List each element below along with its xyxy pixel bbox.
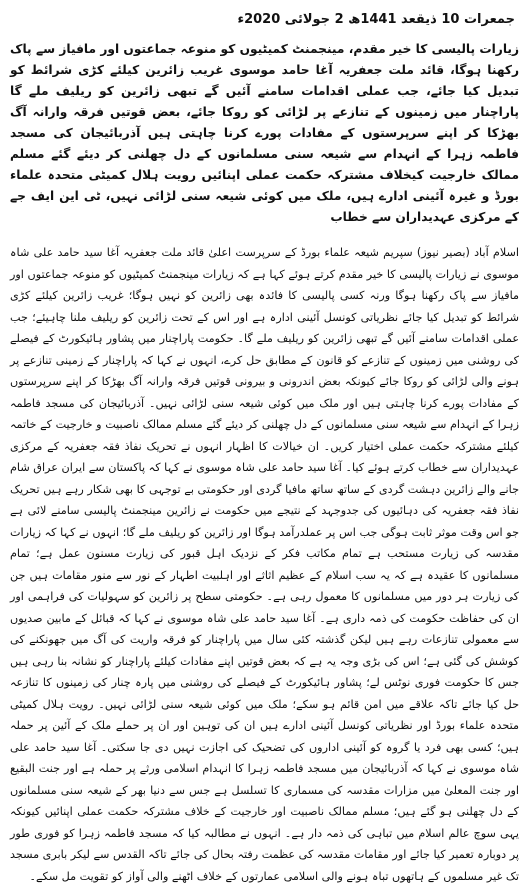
headline-text: مینجمنٹ کمیٹیوں کو منوعہ جماعتوں اور مافیاز سے پاک رکھنا ہوگا، قائد ملت جعفریہ آغا حامد موسوی غریب زائرین کیلئے کڑی شرائط کو تبدیل کیا جائے، جب عملی اقدامات سامنے آئیں گے تبھی زائرین کو ریلیف ملے گا پاراچنار میں زمینوں کے تنازعے پر لڑائی کو روکا جائے، بعض قوتیں فرقہ وارانہ آگ بھڑکا کر اپنے سرپرستوں کے مفادات پورے کرنا چاہتی ہیں آذربائیجان کی مسجد فاطمہ زہرا کے انہدام سے شیعہ سنی مسلمانوں کے دل چھلنی کر دیئے گئے مسلم ممالک خارجیت کیخلاف مشترکہ حکمت عملی اپنائیں رویت ہلال کمیٹی متحدہ علماء بورڈ و غیرہ آئینی ادارے ہیں، ملک میں کوئی شیعہ سنی لڑائی نہیں، ٹی این ایف جے کے مرکزی عہدیداران سے خطاب xyxy=(10,42,519,224)
date-line: جمعرات 10 ذیقعد 1441ھ 2 جولائی 2020ء xyxy=(237,12,515,27)
headline-lead: زیارات پالیسی کا خیر مقدم، xyxy=(348,42,519,56)
article-body: اسلام آباد (بصیر نیوز) سپریم شیعہ علماء بورڈ کے سرپرست اعلیٰ قائد ملت جعفریہ آغا سید حامد علی شاہ موسوی نے زیارات پالیسی کا خیر مقدم کرتے ہوئے کہا ہے کہ زیارات مینجمنٹ کمیٹیوں کو منوعہ جماعتوں اور مافیاز سے پاک رکھنا ہوگا ورنہ کسی پالیسی کا فائدہ بھی زائرین کو نہیں ہوگا؛ غریب زائرین کیلئے کڑی شرائط کو تبدیل کیا جائے نظریاتی کونسل آئینی ادارہ ہے اور اس کے تحت زائرین کو ریلیف ملنا چاہیئے؛ جب عملی اقدامات سامنے آئیں گے تبھی زائرین کو ریلیف ملے گا۔ حکومت پاراچنار میں پشاور ہائیکورٹ کے فیصلے کی روشنی میں زمینوں کے تنازعے کو قانون کے مطابق حل کرے، انہوں نے کہا کہ پاراچنار کے زمینی تنازعے پر ہونے والی لڑائی کو روکا جائے کیونکہ بعض اندرونی و بیرونی قوتیں فرقہ وارانہ آگ بھڑکا کر اپنے سرپرستوں کے مفادات پورے کرنا چاہتی ہیں اور ملک میں کوئی شیعہ سنی لڑائی نہیں۔ آذربائیجان کی مسجد فاطمہ زہرا کے انہدام سے شیعہ سنی مسلمانوں کے دل چھلنی کر دیئے گئے مسلم ممالک ناصبیت و خارجیت کے خاتمہ کیلئے مشترکہ حکمت عملی اختیار کریں۔ ان خیالات کا اظہار انہوں نے تحریک نفاذ فقہ جعفریہ کے مرکزی عہدیداران سے خطاب کرتے ہوئے کیا۔ آغا سید حامد علی شاہ موسوی نے کہا کہ پاکستان سے ایران عراق شام جانے والے زائرین دہشت گردی کے ساتھ ساتھ مافیا گردی اور حکومتی بے توجہی کا بھی شکار رہے ہیں تحریک نفاذ فقہ جعفریہ کی دہائیوں کی جدوجہد کے نتیجے میں حکومت نے زائرین مینجمنٹ پالیسی سامنے لائی ہے جو اس وقت موثر ثابت ہوگی جب اس پر عملدرآمد ہوگا اور زائرین کو ریلیف ملے گا؛ انہوں نے کہا کہ زیارات مقدسہ کی زیارت مستحب ہے تمام مکاتب فکر کے نزدیک اہل قبور کی زیارت مسنون عمل ہے؛ تمام مسلمانوں کا عقیدہ ہے کہ یہ سب اسلام کے عظیم اثاثے اور اہلبیت اطہار کے نور سے منور مقامات ہیں جن کی زیارت ہر دور میں مسلمانوں کا معمول رہی ہے۔ حکومتی سطح پر زائرین کو سہولیات کی فراہمی اور ان کی حفاظت حکومت کی ذمہ داری ہے۔ آغا سید حامد علی شاہ موسوی نے کہا کہ قبائل کے مابین صدیوں سے معمولی تنازعات رہے ہیں لیکن گذشتہ کئی سال میں پاراچنار کو فرقہ واریت کی آگ میں جھونکنے کی کوشش کی گئی ہے؛ اس کی بڑی وجہ یہ ہے کہ بعض قوتیں اپنے مفادات کیلئے پاراچنار کو نشانہ بنا رہی ہیں جس کا حکومت فوری نوٹس لے؛ پشاور ہائیکورٹ کے فیصلے کی روشنی میں پارہ چنار کی زمینوں کا تنازعہ حل کیا جائے تاکہ علاقے میں امن قائم ہو سکے؛ ملک میں کوئی شیعہ سنی لڑائی نہیں۔ رویت ہلال کمیٹی متحدہ علماء بورڈ اور نظریاتی کونسل آئینی ادارے ہیں ان کی توہین اور ان پر حملے ملک کے آئین پر حملہ ہیں؛ کسی بھی فرد یا گروہ کو آئینی اداروں کی تضحیک کی اجازت نہیں دی جا سکتی۔ آغا سید حامد علی شاہ موسوی نے کہا کہ آذربائیجان میں مسجد فاطمہ زہرا کا انہدام اسلامی ورثے پر حملہ ہے اور جنت البقیع اور جنت المعلیٰ میں مزارات مقدسہ کی مسماری کا تسلسل ہے جس سے دنیا بھر کے شیعہ سنی مسلمانوں کے دل چھلنی ہو گئے ہیں؛ مسلم ممالک ناصبیت اور خارجیت کے خلاف مشترکہ حکمت عملی اپنائیں کیونکہ یہی سوچ عالم اسلام میں تباہی کی ذمہ دار ہے۔ انہوں نے مطالبہ کیا کہ مسجد فاطمہ زہرا کو فوری طور پر دوبارہ تعمیر کیا جائے اور مقامات مقدسہ کی عظمت رفتہ بحال کی جائے تاکہ القدس سے لیکر بابری مسجد تک غیر مسلموں کے ہاتھوں تباہ ہونے والی اسلامی عمارتوں کے خلاف اٹھنے والی آواز کو تقویت مل سکے۔ xyxy=(10,246,519,883)
headline xyxy=(10,39,519,228)
